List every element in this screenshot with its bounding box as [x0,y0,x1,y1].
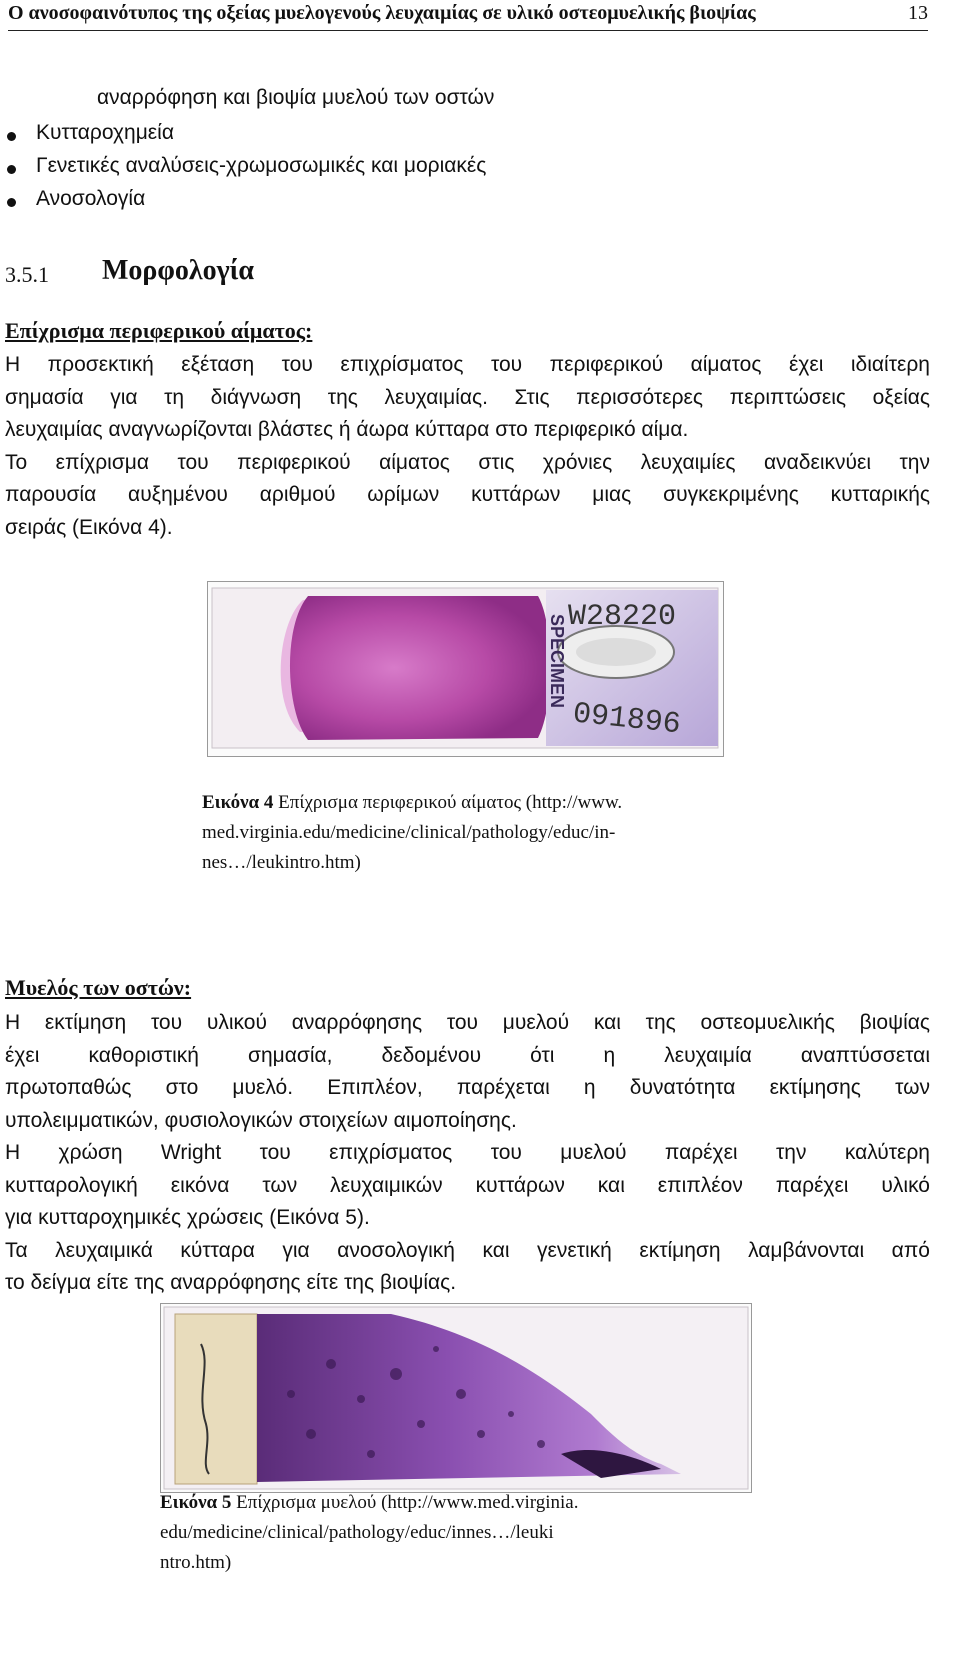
text-line: σειράς (Εικόνα 4). [5,515,173,539]
text-line: Το επίχρισμα του περιφερικού αίματος στις χρόνιες λευχαιμίες αναδεικνύει την [5,450,930,474]
slide-label-bottom: 091896 [571,697,683,743]
slide-label-side: SPECIMEN [547,614,567,709]
page-header [8,2,928,31]
section-title: Μορφολογία [102,255,255,286]
text-line: σημασία για τη διάγνωση της λευχαιμίας. Στις περισσότερες περιπτώσεις οξείας [5,385,930,409]
smear-heading: Επίχρισμα περιφερικού αίματος: [5,318,313,343]
bullet-icon [7,198,16,207]
text-line: το δείγμα είτε της αναρρόφησης είτε της βιοψίας. [5,1271,457,1294]
figure-5-caption: Εικόνα 5 Επίχρισμα μυελού (http://www.med.virginia. edu/medicine/clinical/pathology/educ/innes…/leuki ntro.htm) [160,1492,579,1573]
text-line: για κυτταροχημικές χρώσεις (Εικόνα 5). [5,1206,370,1229]
marrow-heading: Μυελός των οστών: [5,975,192,1000]
smear-paragraph [5,349,930,544]
figure-4-label: Εικόνα 4 [202,792,274,813]
marrow-smear-slide-illustration [161,1304,751,1492]
list-item: Κυτταροχημεία [0,121,486,154]
blood-smear-slide-illustration [208,582,723,756]
text-line: λευχαιμίας αναγνωρίζονται βλάστες ή άωρα κύτταρα στο περιφερικό αίμα. [5,418,689,441]
page-number: 13 [908,2,928,24]
text-line: Η χρώση Wright του επιχρίσματος του μυελού παρέχει την καλύτερη [5,1141,930,1164]
figure-5-image [160,1303,752,1493]
section-number: 3.5.1 [5,262,49,287]
figure-4-image [207,581,724,757]
text-line: Η εκτίμηση του υλικού αναρρόφησης του μυελού και της οστεομυελικής βιοψίας [5,1011,930,1034]
figure-4-caption: Εικόνα 4 Επίχρισμα περιφερικού αίματος (http://www. med.virginia.edu/medicine/clinical/pathology/educ/in- nes…/leukintro.htm) [202,792,623,873]
list-item: Ανοσολογία [0,187,486,220]
marrow-paragraph [5,1007,930,1300]
intro-line: αναρρόφηση και βιοψία μυελού των οστών [97,86,495,109]
text-line: Τα λευχαιμικά κύτταρα για ανοσολογική και γενετική εκτίμηση λαμβάνονται από [5,1238,930,1262]
text-line: υπολειμματικών, φυσιολογικών στοιχείων αιμοποίησης. [5,1108,517,1132]
figure-5-label: Εικόνα 5 [160,1492,232,1513]
bullet-icon [7,132,16,141]
text-line: κυτταρολογική εικόνα των λευχαιμικών κυττάρων και επιπλέον παρέχει υλικό [5,1173,930,1197]
running-title: Ο ανοσοφαινότυπος της οξείας μυελογενούς λευχαιμίας σε υλικό οστεομυελικής βιοψίας [8,2,756,24]
bullet-icon [7,165,16,174]
slide-label-top: W28220 [568,600,677,634]
text-line: πρωτοπαθώς στο μυελό. Επιπλέον, παρέχεται η δυνατότητα εκτίμησης των [5,1076,930,1099]
list-item: Γενετικές αναλύσεις-χρωμοσωμικές και μοριακές [0,154,486,187]
text-line: παρουσία αυξημένου αριθμού ωρίμων κυττάρων μιας συγκεκριμένης κυτταρικής [5,483,930,506]
text-line: έχει καθοριστική σημασία, δεδομένου ότι η λευχαιμία αναπτύσσεται [5,1043,930,1067]
bullet-list [0,121,486,220]
text-line: Η προσεκτική εξέταση του επιχρίσματος του περιφερικού αίματος έχει ιδιαίτερη [5,353,930,376]
